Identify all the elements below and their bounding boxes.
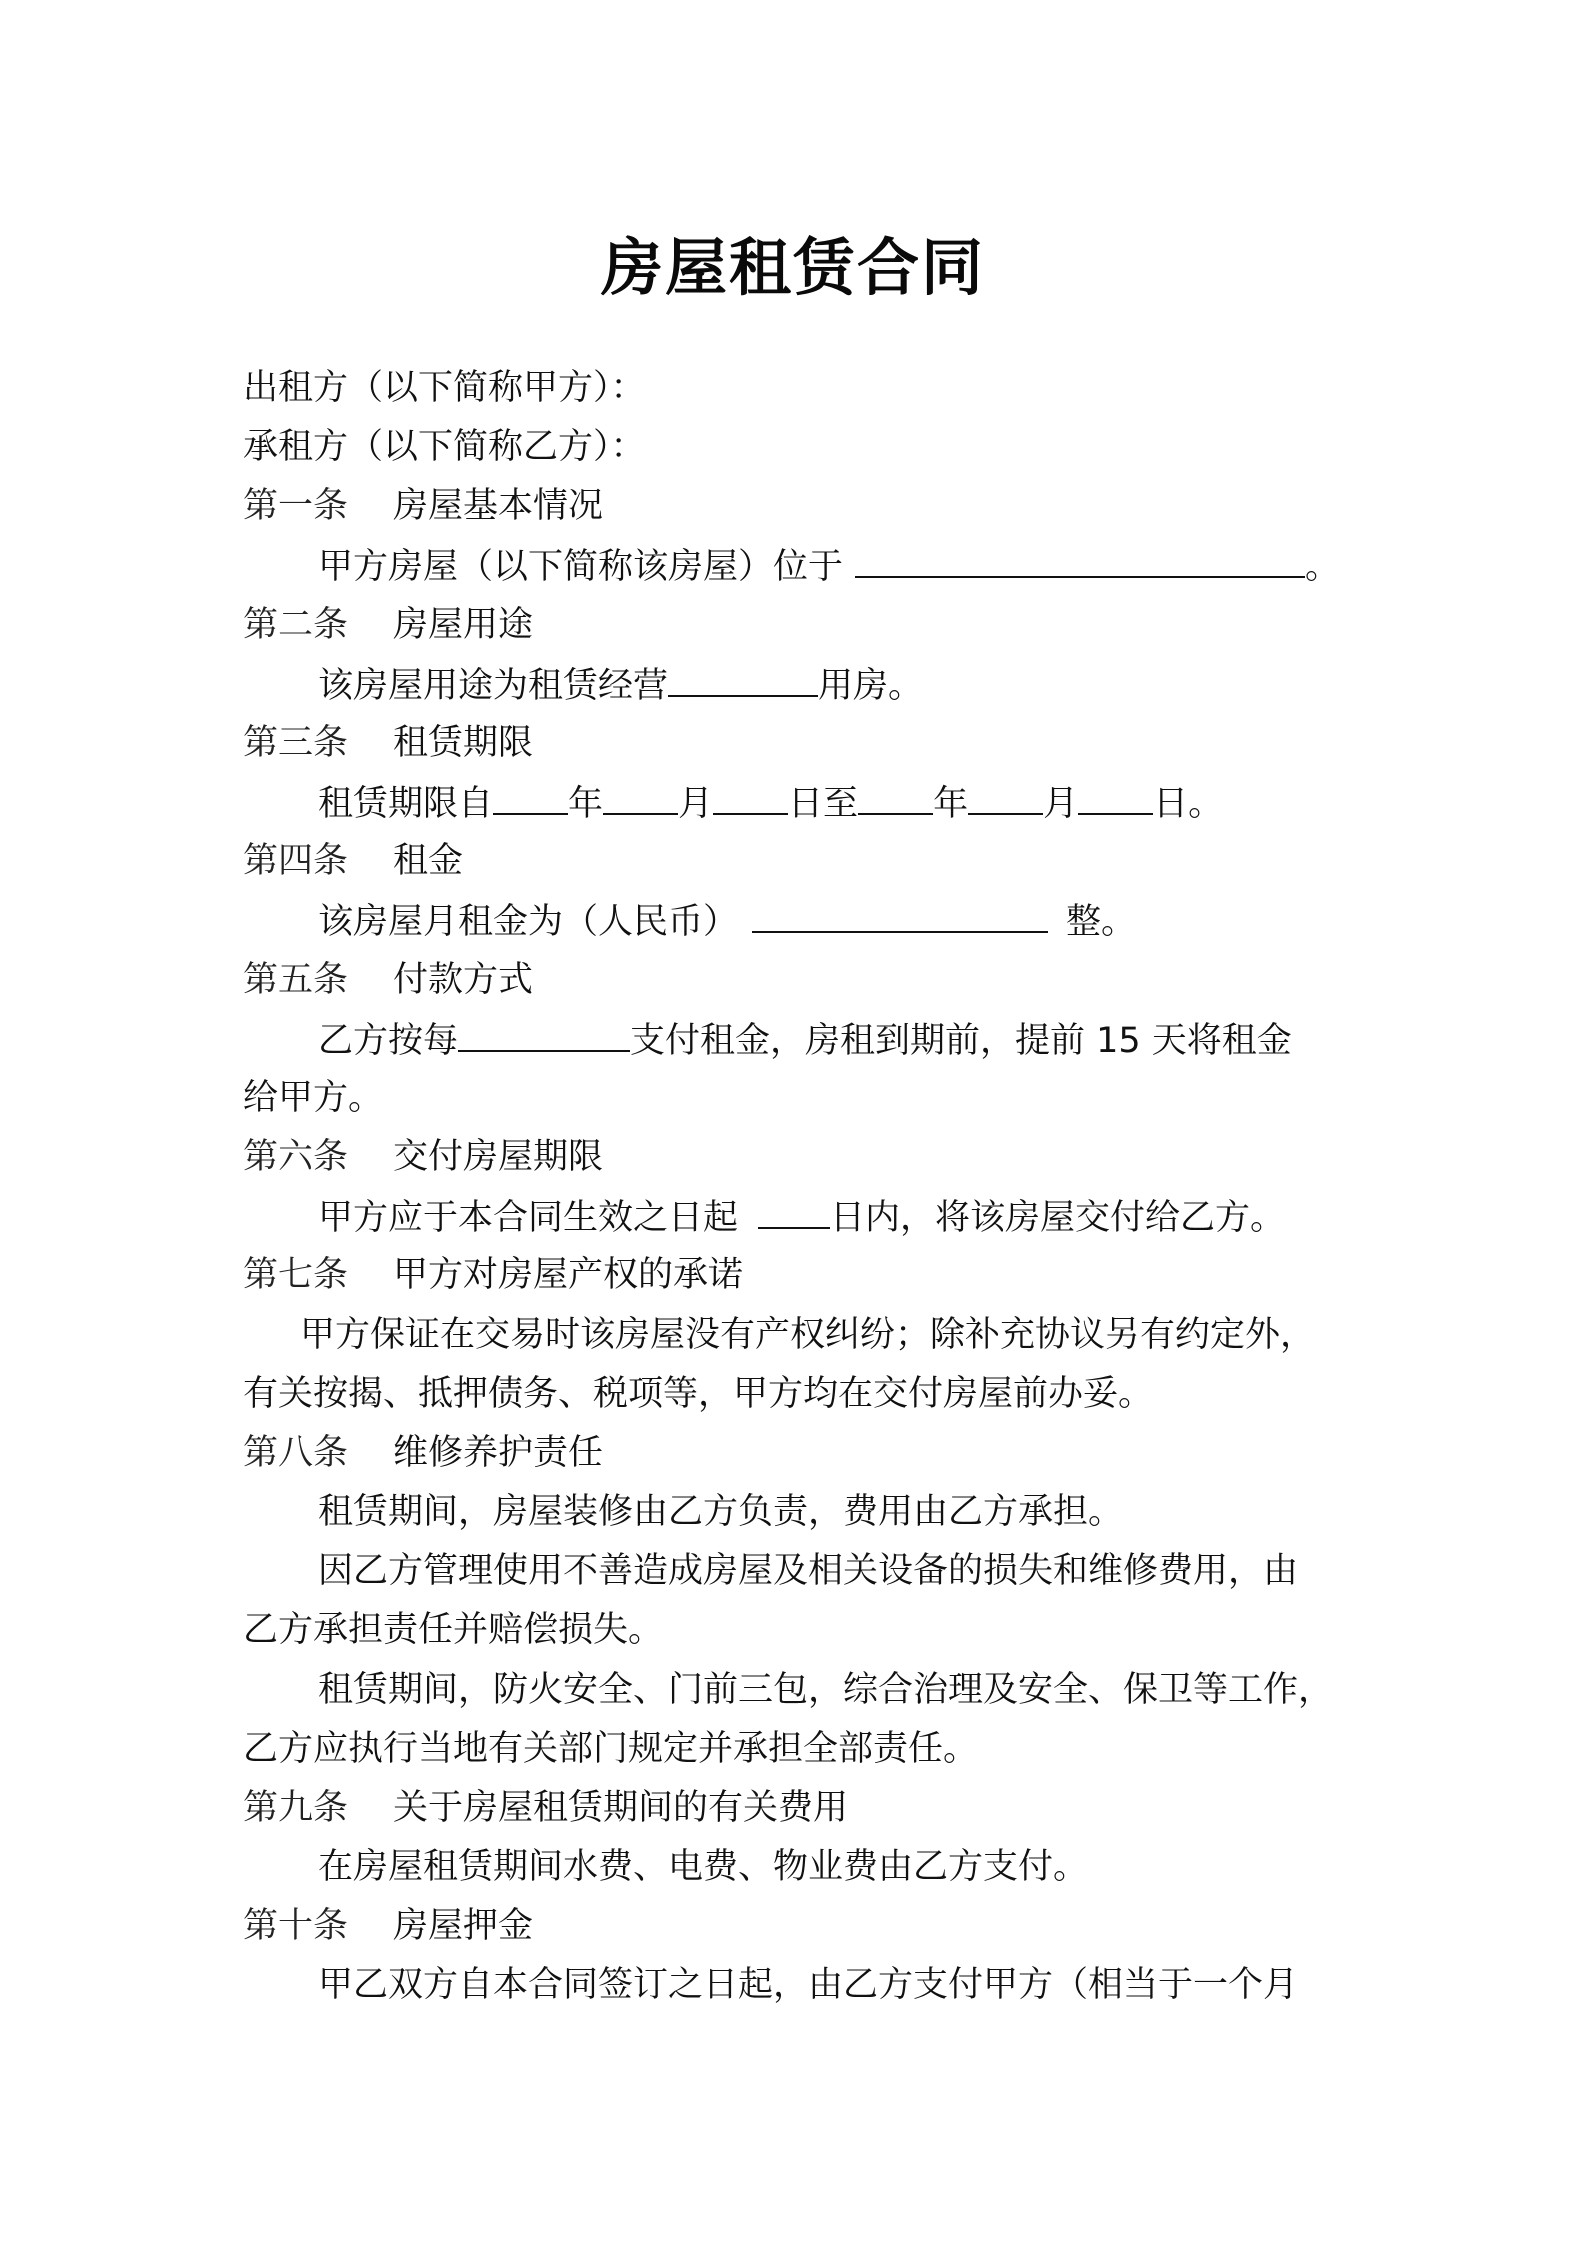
article-7-line-2: 有关按揭、抵押债务、税项等，甲方均在交付房屋前办妥。: [243, 1374, 1154, 1414]
delivery-start-text: 甲方应于本合同生效之日起: [318, 1198, 739, 1238]
article-8-paragraph-1: 租赁期间，房屋装修由乙方负责，费用由乙方承担。: [318, 1492, 1124, 1532]
article-8-paragraph-2-line-2: 乙方承担责任并赔偿损失。: [243, 1610, 664, 1650]
article-number: 第六条: [243, 1137, 349, 1177]
year-label: 年: [568, 784, 604, 824]
term-start-text: 租赁期限自: [318, 784, 494, 824]
rent-amount-blank[interactable]: [752, 891, 1048, 933]
article-number: 第二条: [243, 605, 349, 645]
usage-blank[interactable]: [668, 655, 818, 697]
article-4-heading: [243, 832, 463, 890]
article-title: 房屋押金: [393, 1906, 534, 1946]
payment-start-text: 乙方按每: [318, 1021, 459, 1061]
article-title: 租赁期限: [393, 723, 534, 763]
article-title: 交付房屋期限: [393, 1137, 604, 1177]
month-label: 月: [1043, 784, 1079, 824]
article-10-heading: [243, 1897, 533, 1955]
article-2-heading: [243, 596, 533, 654]
lessee-line: 承租方（以下简称乙方）：: [243, 427, 646, 467]
article-title: 房屋基本情况: [393, 486, 604, 526]
end-year-blank[interactable]: [858, 773, 933, 815]
article-title: 关于房屋租赁期间的有关费用: [393, 1788, 849, 1828]
start-year-blank[interactable]: [493, 773, 568, 815]
article-2-body: [318, 655, 923, 713]
end-month-blank[interactable]: [968, 773, 1043, 815]
article-2-end: 用房。: [818, 666, 924, 706]
article-10-body: 甲乙双方自本合同签订之日起，由乙方支付甲方（相当于一个月: [318, 1965, 1299, 2005]
payment-rest-text: 支付租金，房租到期前，提前 15 天将租金: [630, 1021, 1292, 1061]
article-5-body: [318, 1010, 1292, 1068]
article-title: 甲方对房屋产权的承诺: [393, 1255, 744, 1295]
start-day-blank[interactable]: [713, 773, 788, 815]
article-4-end: 整。: [1066, 902, 1137, 942]
article-title: 房屋用途: [393, 605, 534, 645]
article-1-heading: [243, 477, 603, 535]
delivery-end-text: 日内，将该房屋交付给乙方。: [830, 1198, 1286, 1238]
article-title: 付款方式: [393, 960, 534, 1000]
article-number: 第十条: [243, 1906, 349, 1946]
location-blank[interactable]: [855, 536, 1305, 578]
article-3-heading: [243, 714, 533, 772]
lessor-line: 出租方（以下简称甲方）：: [243, 368, 646, 408]
article-number: 第四条: [243, 841, 349, 881]
article-number: 第一条: [243, 486, 349, 526]
article-number: 第九条: [243, 1788, 349, 1828]
start-month-blank[interactable]: [603, 773, 678, 815]
article-3-body: [318, 773, 1223, 831]
article-4-body: [318, 891, 1136, 949]
article-8-paragraph-3-line-1: 租赁期间，防火安全、门前三包，综合治理及安全、保卫等工作，: [318, 1670, 1334, 1710]
document-title: 房屋租赁合同: [600, 231, 985, 304]
article-2-text: 该房屋用途为租赁经营: [318, 666, 669, 706]
article-number: 第八条: [243, 1433, 349, 1473]
day-to-label: 日至: [788, 784, 859, 824]
article-9-heading: [243, 1779, 848, 1837]
payment-period-blank[interactable]: [458, 1010, 630, 1052]
article-7-heading: [243, 1246, 743, 1304]
article-6-body: [318, 1187, 1285, 1245]
article-8-paragraph-2-line-1: 因乙方管理使用不善造成房屋及相关设备的损失和维修费用，由: [318, 1551, 1299, 1591]
day-end-label: 日。: [1153, 784, 1224, 824]
article-1-text: 甲方房屋（以下简称该房屋）位于: [318, 547, 844, 587]
article-8-heading: [243, 1424, 603, 1482]
delivery-days-blank[interactable]: [758, 1187, 830, 1229]
article-7-line-1: 甲方保证在交易时该房屋没有产权纠纷；除补充协议另有约定外，: [300, 1315, 1316, 1355]
article-5-continuation: 给甲方。: [243, 1078, 384, 1118]
article-5-heading: [243, 951, 533, 1009]
article-1-body: [318, 536, 1340, 594]
end-day-blank[interactable]: [1078, 773, 1153, 815]
article-title: 维修养护责任: [393, 1433, 604, 1473]
month-label: 月: [678, 784, 714, 824]
article-number: 第五条: [243, 960, 349, 1000]
article-8-paragraph-3-line-2: 乙方应执行当地有关部门规定并承担全部责任。: [243, 1729, 979, 1769]
article-1-end: 。: [1305, 547, 1341, 587]
article-number: 第三条: [243, 723, 349, 763]
article-9-body: 在房屋租赁期间水费、电费、物业费由乙方支付。: [318, 1847, 1089, 1887]
article-4-text: 该房屋月租金为（人民币）: [318, 902, 739, 942]
article-title: 租金: [393, 841, 464, 881]
year-label: 年: [933, 784, 969, 824]
article-number: 第七条: [243, 1255, 349, 1295]
article-6-heading: [243, 1128, 603, 1186]
